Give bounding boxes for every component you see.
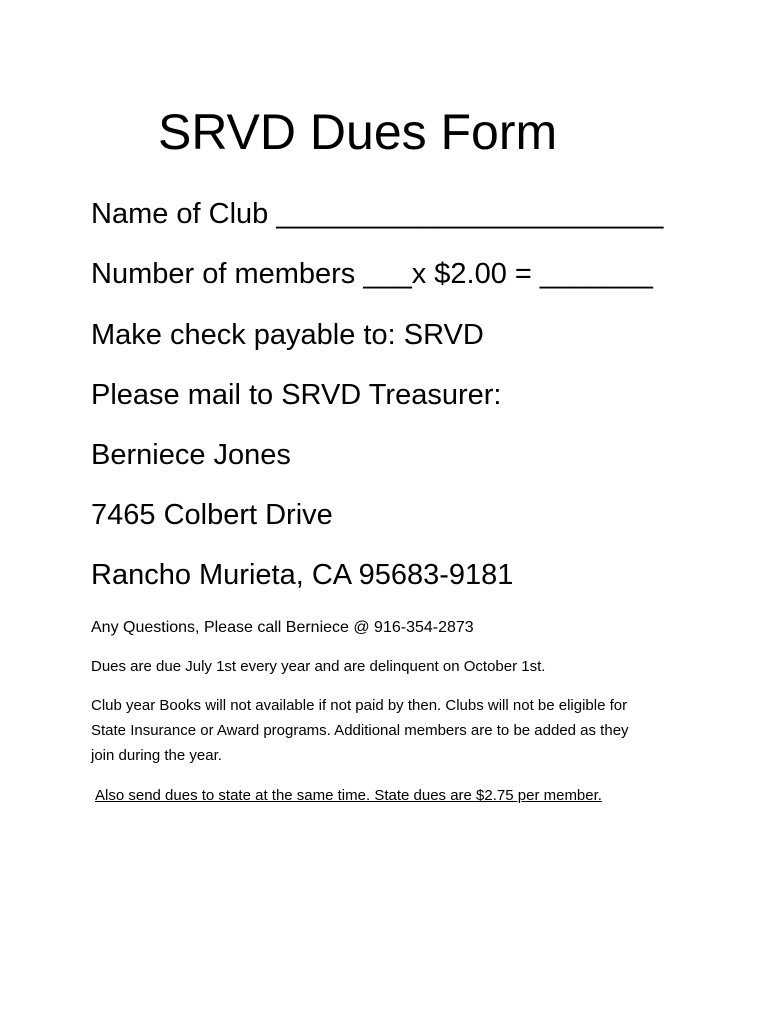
address-street: 7465 Colbert Drive (91, 499, 333, 531)
club-name-line: Name of Club ________________________ (91, 198, 664, 230)
treasurer-name: Berniece Jones (91, 439, 291, 471)
members-line: Number of members ___x $2.00 = _______ (91, 258, 653, 290)
questions-line: Any Questions, Please call Berniece @ 916-354-2873 (91, 619, 474, 636)
notice-line: join during the year. (91, 747, 222, 764)
notice-line: Club year Books will not available if not paid by then. Clubs will not be eligible for (91, 697, 628, 714)
payable-line: Make check payable to: SRVD (91, 319, 484, 351)
state-dues-line: Also send dues to state at the same time. State dues are $2.75 per member. (95, 787, 602, 804)
notice-line: State Insurance or Award programs. Additional members are to be added as they (91, 722, 629, 739)
address-city: Rancho Murieta, CA 95683-9181 (91, 559, 514, 591)
due-date-line: Dues are due July 1st every year and are delinquent on October 1st. (91, 658, 546, 675)
notice-paragraph (91, 693, 691, 768)
form-title: SRVD Dues Form (158, 104, 558, 160)
mail-instruction-line: Please mail to SRVD Treasurer: (91, 379, 502, 411)
